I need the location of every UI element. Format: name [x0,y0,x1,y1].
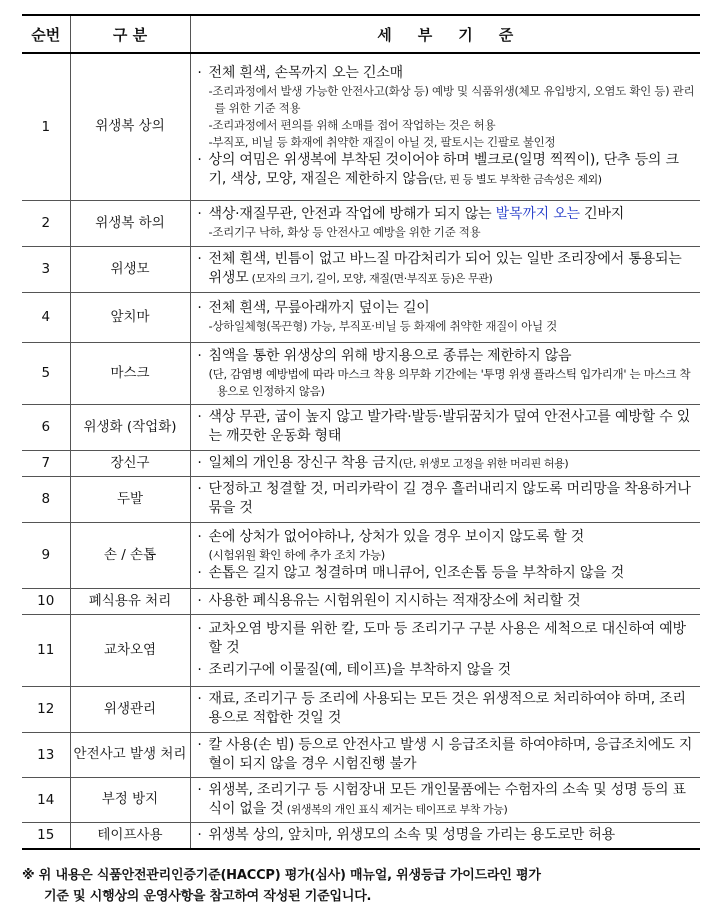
row-detail [190,246,700,292]
footnote-line: 기준 및 시행상의 운영사항을 참고하여 작성된 기준입니다. [44,889,372,904]
row-detail [190,732,700,777]
row-number: 12 [22,686,70,732]
row-detail [190,588,700,614]
row-number: 13 [22,732,70,777]
row-detail [190,476,700,522]
table-row [22,614,700,686]
row-category: 위생화 (작업화) [70,404,190,450]
table-header-row [22,15,700,53]
row-number: 1 [22,53,70,200]
table-row [22,588,700,614]
header-detail: 세부기준 [190,15,700,53]
row-number: 6 [22,404,70,450]
sub-item: -상하일체형(목끈형) 가능, 부직포·비닐 등 화재에 취약한 재질이 아닐 것 [208,319,557,333]
row-detail [190,614,700,686]
row-number: 7 [22,450,70,476]
table-row [22,246,700,292]
bullet-dot-icon: · [197,347,202,364]
row-category: 교차오염 [70,614,190,686]
bullet-item: · 침액을 통한 위생상의 위해 방지용으로 종류는 제한하지 않음 [191,347,697,366]
bullet-item: · 색상·재질무관, 안전과 작업에 방해가 되지 않는 발목까지 오는 긴바지 [191,205,697,224]
footnote-line: ※ 위 내용은 식품안전관리인증기준(HACCP) 평가(심사) 매뉴얼, 위생등급 가이드라인 평가 [22,868,541,883]
bullet-dot-icon: · [197,152,202,169]
footnote [22,865,702,907]
row-number: 14 [22,777,70,822]
note-text: (시험위원 확인 하에 추가 조치 가능) [208,547,385,562]
bullet-dot-icon: · [197,826,202,843]
bullet-dot-icon: · [197,409,202,425]
row-category: 두발 [70,476,190,522]
bullet-dot-icon: · [197,481,202,497]
bullet-dot-icon: · [197,621,202,637]
row-number: 9 [22,522,70,588]
row-detail [190,686,700,732]
row-detail [190,450,700,476]
row-detail [190,777,700,822]
table-row [22,53,700,200]
row-detail [190,200,700,246]
standards-table [22,14,700,850]
row-category: 마스크 [70,342,190,404]
bullet-dot-icon: · [197,564,202,581]
bullet-item: · 교차오염 방지를 위한 칼, 도마 등 조리기구 구분 사용은 세척으로 대신하여 예방할 것 [191,620,697,658]
sub-item: -조리과정에서 편의를 위해 소매를 접어 작업하는 것은 허용 [208,118,496,133]
table-row [22,686,700,732]
table-row [22,200,700,246]
sub-item: -조리기구 낙하, 화상 등 안전사고 예방을 위한 기준 적용 [208,225,481,239]
bullet-dot-icon: · [197,592,202,609]
note-text: (단, 감염병 예방법에 따라 마스크 착용 의무화 기간에는 '투명 위생 플라스틱 입가리개' 는 마스크 착용으로 인정하지 않음) [208,366,691,398]
sub-item: -조리과정에서 발생 가능한 안전사고(화상 등) 예방 및 식품위생(체모 유입방지, 오염도 확인 등) 관리를 위한 기준 적용 [208,84,695,116]
sub-item: -부직포, 비닐 등 화재에 취약한 재질이 아닐 것, 팔토시는 긴팔로 불인정 [208,135,556,150]
bullet-item: · 단정하고 청결할 것, 머리카락이 길 경우 흘러내리지 않도록 머리망을 착용하거나 묶을 것 [191,480,697,518]
bullet-dot-icon: · [197,662,202,678]
row-number: 11 [22,614,70,686]
row-category: 테이프사용 [70,822,190,849]
table-row [22,292,700,342]
bullet-item: · 사용한 폐식용유는 시험위원이 지시하는 적재장소에 처리할 것 [191,592,697,611]
bullet-dot-icon: · [197,454,202,471]
header-number: 순번 [22,15,70,53]
bullet-dot-icon: · [197,65,202,82]
row-number: 15 [22,822,70,849]
bullet-item: · 전체 흰색, 손목까지 오는 긴소매 [191,64,697,83]
bullet-item: · 전체 흰색, 빈틈이 없고 바느질 마감처리가 되어 있는 일반 조리장에서 통용되는 위생모 (모자의 크기, 길이, 모양, 재질(면·부직포 등)은 무관) [191,250,697,288]
row-category: 장신구 [70,450,190,476]
reference-mark-icon: ※ [22,868,35,883]
row-detail [190,342,700,404]
row-number: 5 [22,342,70,404]
bullet-item: · 조리기구에 이물질(예, 테이프)을 부착하지 않을 것 [191,661,697,680]
row-category: 위생복 상의 [70,53,190,200]
table-row [22,777,700,822]
row-number: 4 [22,292,70,342]
row-category: 안전사고 발생 처리 [70,732,190,777]
bullet-item: · 색상 무관, 굽이 높지 않고 발가락·발등·발뒤꿈치가 덮여 안전사고를 예방할 수 있는 깨끗한 운동화 형태 [191,408,697,446]
row-detail [190,522,700,588]
table-row [22,522,700,588]
table-row [22,450,700,476]
row-category: 폐식용유 처리 [70,588,190,614]
bullet-dot-icon: · [197,736,202,753]
table-row [22,476,700,522]
bullet-item: · 손톱은 길지 않고 청결하며 매니큐어, 인조손톱 등을 부착하지 않을 것 [191,564,697,583]
row-detail [190,292,700,342]
bullet-dot-icon: · [197,251,202,267]
bullet-item: · 위생복 상의, 앞치마, 위생모의 소속 및 성명을 가리는 용도로만 허용 [191,826,697,845]
hygiene-standards [22,14,700,850]
row-category: 위생복 하의 [70,200,190,246]
row-category: 위생모 [70,246,190,292]
bullet-item: · 상의 여밈은 위생복에 부착된 것이어야 하며 벨크로(일명 찍찍이), 단추 등의 크기, 색상, 모양, 재질은 제한하지 않음(단, 핀 등 별도 부착한 금속성은 제외) [191,151,697,189]
bullet-item: · 위생복, 조리기구 등 시험장내 모든 개인물품에는 수험자의 소속 및 성명 등의 표식이 없을 것 (위생복의 개인 표식 제거는 테이프로 부착 가능) [191,781,697,819]
bullet-item: · 칼 사용(손 빔) 등으로 안전사고 발생 시 응급조치를 하여야하며, 응급조치에도 지혈이 되지 않을 경우 시험진행 불가 [191,736,697,774]
bullet-dot-icon: · [197,781,202,798]
table-row [22,732,700,777]
row-number: 3 [22,246,70,292]
bullet-dot-icon: · [197,528,202,545]
bullet-dot-icon: · [197,300,202,316]
bullet-item: · 전체 흰색, 무릎아래까지 덮이는 길이 [191,299,697,318]
row-detail [190,53,700,200]
row-category: 위생관리 [70,686,190,732]
row-category: 손 / 손톱 [70,522,190,588]
table-row [22,342,700,404]
highlight-text: 발목까지 오는 [495,206,580,222]
bullet-dot-icon: · [197,691,202,707]
row-category: 부정 방지 [70,777,190,822]
bullet-dot-icon: · [197,206,202,222]
row-number: 2 [22,200,70,246]
row-category: 앞치마 [70,292,190,342]
bullet-item: · 손에 상처가 없어야하나, 상처가 있을 경우 보이지 않도록 할 것 [191,528,697,547]
row-number: 8 [22,476,70,522]
row-detail [190,822,700,849]
row-detail [190,404,700,450]
table-row [22,822,700,849]
header-category: 구 분 [70,15,190,53]
bullet-item: · 재료, 조리기구 등 조리에 사용되는 모든 것은 위생적으로 처리하여야 하며, 조리용으로 적합한 것일 것 [191,690,697,728]
row-number: 10 [22,588,70,614]
bullet-item: · 일체의 개인용 장신구 착용 금지(단, 위생모 고정을 위한 머리핀 허용) [191,454,697,473]
table-row [22,404,700,450]
